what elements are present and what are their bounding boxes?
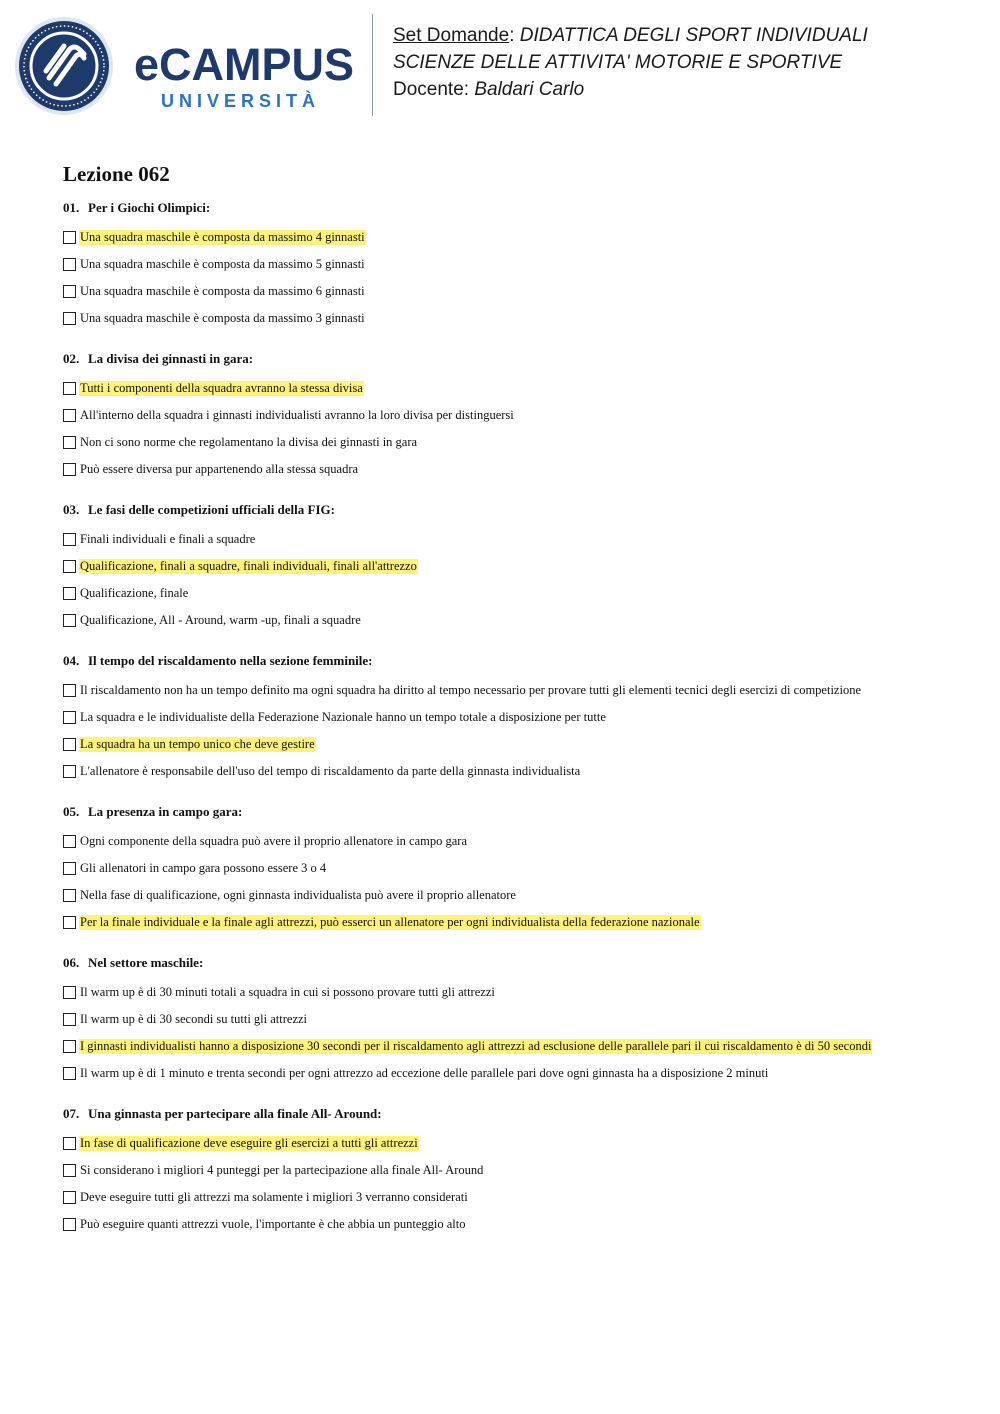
answer-checkbox[interactable]: [63, 436, 76, 449]
answer-checkbox[interactable]: [63, 765, 76, 778]
question-title: [63, 197, 963, 219]
answer-option[interactable]: [63, 224, 963, 251]
answer-checkbox[interactable]: [63, 409, 76, 422]
answer-text: Si considerano i migliori 4 punteggi per la partecipazione alla finale All- Around: [80, 1163, 484, 1177]
answer-text: Una squadra maschile è composta da massimo 6 ginnasti: [80, 284, 365, 298]
lesson-content: [63, 160, 963, 1254]
answer-text-highlighted: Una squadra maschile è composta da massimo 4 ginnasti: [80, 230, 365, 244]
answer-text: Non ci sono norme che regolamentano la divisa dei ginnasti in gara: [80, 435, 418, 449]
question-number: 04.: [63, 653, 80, 668]
answer-checkbox[interactable]: [63, 560, 76, 573]
answer-text-highlighted: Tutti i componenti della squadra avranno la stessa divisa: [80, 381, 363, 395]
answer-option[interactable]: [63, 375, 963, 402]
question-block: [63, 1103, 963, 1238]
answer-option[interactable]: [63, 305, 963, 332]
answer-option[interactable]: [63, 402, 963, 429]
question-block: [63, 348, 963, 483]
answer-option[interactable]: [63, 758, 963, 785]
answer-checkbox[interactable]: [63, 916, 76, 929]
question-number: 01.: [63, 200, 80, 215]
ecampus-emblem-icon: [14, 16, 359, 116]
answer-text-highlighted: Per la finale individuale e la finale agli attrezzi, può esserci un allenatore per ogni individualista della federazione nazionale: [80, 915, 700, 929]
teacher-line: [393, 76, 868, 103]
answer-option[interactable]: [63, 456, 963, 483]
answer-option[interactable]: [63, 607, 963, 634]
answer-checkbox[interactable]: [63, 986, 76, 999]
answer-text-highlighted: I ginnasti individualisti hanno a disposizione 30 secondi per il riscaldamento agli attrezzi ad esclusione delle parallele pari il cui riscaldamento è di 50 secondi: [80, 1039, 872, 1053]
question-block: [63, 650, 963, 785]
question-block: [63, 197, 963, 332]
answer-checkbox[interactable]: [63, 738, 76, 751]
answer-option[interactable]: [63, 828, 963, 855]
answer-option[interactable]: [63, 251, 963, 278]
answer-option[interactable]: [63, 429, 963, 456]
question-title: [63, 650, 963, 672]
question-block: [63, 801, 963, 936]
answer-text-highlighted: Qualificazione, finali a squadre, finali individuali, finali all'attrezzo: [80, 559, 417, 573]
answer-text: Il riscaldamento non ha un tempo definito ma ogni squadra ha diritto al tempo necessario per provare tutti gli elementi tecnici degli esercizi di competizione: [80, 683, 861, 697]
answer-text: Finali individuali e finali a squadre: [80, 532, 256, 546]
question-number: 02.: [63, 351, 80, 366]
set-label: Set Domande: [393, 25, 510, 46]
answer-checkbox[interactable]: [63, 285, 76, 298]
answer-text: L'allenatore è responsabile dell'uso del tempo di riscaldamento da parte della ginnasta individualista: [80, 764, 581, 778]
course-subtitle-line: [393, 49, 868, 76]
answer-option[interactable]: [63, 882, 963, 909]
question-text: Il tempo del riscaldamento nella sezione femminile:: [88, 653, 373, 668]
answer-text: La squadra e le individualiste della Federazione Nazionale hanno un tempo totale a disposizione per tutte: [80, 710, 606, 724]
teacher-name: Baldari Carlo: [474, 79, 585, 100]
answer-option[interactable]: [63, 1211, 963, 1238]
answer-checkbox[interactable]: [63, 614, 76, 627]
question-text: Una ginnasta per partecipare alla finale All- Around:: [88, 1106, 382, 1121]
question-title: [63, 952, 963, 974]
answer-checkbox[interactable]: [63, 1191, 76, 1204]
answer-checkbox[interactable]: [63, 533, 76, 546]
answer-option[interactable]: [63, 278, 963, 305]
answer-checkbox[interactable]: [63, 711, 76, 724]
answer-option[interactable]: [63, 553, 963, 580]
answer-checkbox[interactable]: [63, 1164, 76, 1177]
answer-checkbox[interactable]: [63, 889, 76, 902]
question-number: 07.: [63, 1106, 80, 1121]
answer-text: All'interno della squadra i ginnasti individualisti avranno la loro divisa per distinguersi: [80, 408, 514, 422]
question-block: [63, 952, 963, 1087]
answer-text: Ogni componente della squadra può avere il proprio allenatore in campo gara: [80, 834, 468, 848]
answer-checkbox[interactable]: [63, 382, 76, 395]
lesson-title: Lezione 062: [63, 162, 170, 186]
answer-checkbox[interactable]: [63, 684, 76, 697]
answer-text: Il warm up è di 1 minuto e trenta secondi per ogni attrezzo ad eccezione delle parallele pari dove ogni ginnasta ha a disposizione 2 minuti: [80, 1066, 769, 1080]
answer-text: Deve eseguire tutti gli attrezzi ma solamente i migliori 3 verranno considerati: [80, 1190, 468, 1204]
question-number: 06.: [63, 955, 80, 970]
answer-text: Può eseguire quanti attrezzi vuole, l'importante è che abbia un punteggio alto: [80, 1217, 466, 1231]
question-text: La presenza in campo gara:: [88, 804, 243, 819]
ecampus-logo: [14, 16, 359, 116]
question-title: [63, 801, 963, 823]
question-text: La divisa dei ginnasti in gara:: [88, 351, 254, 366]
question-list: [63, 197, 963, 1238]
answer-option[interactable]: [63, 979, 963, 1006]
logo-text: eCAMPUS: [134, 39, 355, 90]
answer-text: Una squadra maschile è composta da massimo 3 ginnasti: [80, 311, 365, 325]
question-text: Per i Giochi Olimpici:: [88, 200, 211, 215]
answer-checkbox[interactable]: [63, 1137, 76, 1150]
answer-checkbox[interactable]: [63, 1013, 76, 1026]
answer-text: Qualificazione, All - Around, warm -up, finali a squadre: [80, 613, 361, 627]
answer-text: Il warm up è di 30 secondi su tutti gli attrezzi: [80, 1012, 308, 1026]
answer-option[interactable]: [63, 580, 963, 607]
course-title: DIDATTICA DEGLI SPORT INDIVIDUALI: [519, 25, 868, 46]
question-title: [63, 1103, 963, 1125]
answer-option[interactable]: [63, 704, 963, 731]
answer-checkbox[interactable]: [63, 312, 76, 325]
answer-text: Il warm up è di 30 minuti totali a squadra in cui si possono provare tutti gli attrezzi: [80, 985, 495, 999]
answer-option[interactable]: [63, 1033, 963, 1060]
answer-option[interactable]: [63, 909, 963, 936]
answer-text-highlighted: La squadra ha un tempo unico che deve gestire: [80, 737, 315, 751]
answer-option[interactable]: [63, 526, 963, 553]
question-text: Le fasi delle competizioni ufficiali della FIG:: [88, 502, 335, 517]
answer-option[interactable]: [63, 677, 963, 704]
answer-checkbox[interactable]: [63, 463, 76, 476]
logo-subtext: UNIVERSITÀ: [161, 91, 321, 111]
question-title: [63, 499, 963, 521]
answer-option[interactable]: [63, 1130, 963, 1157]
header-info: [393, 22, 868, 103]
answer-option[interactable]: [63, 1157, 963, 1184]
question-title: [63, 348, 963, 370]
answer-checkbox[interactable]: [63, 1040, 76, 1053]
question-number: 05.: [63, 804, 80, 819]
answer-option[interactable]: [63, 855, 963, 882]
teacher-label: Docente:: [393, 79, 470, 100]
answer-checkbox[interactable]: [63, 231, 76, 244]
answer-option[interactable]: [63, 1060, 963, 1087]
answer-option[interactable]: [63, 1184, 963, 1211]
answer-option[interactable]: [63, 1006, 963, 1033]
answer-text: Gli allenatori in campo gara possono essere 3 o 4: [80, 861, 327, 875]
question-number: 03.: [63, 502, 80, 517]
answer-option[interactable]: [63, 731, 963, 758]
answer-text: Qualificazione, finale: [80, 586, 189, 600]
answer-text: Nella fase di qualificazione, ogni ginnasta individualista può avere il proprio allenatore: [80, 888, 516, 902]
header-divider: [372, 14, 373, 116]
answer-checkbox[interactable]: [63, 1218, 76, 1231]
question-block: [63, 499, 963, 634]
answer-text-highlighted: In fase di qualificazione deve eseguire gli esercizi a tutti gli attrezzi: [80, 1136, 418, 1150]
answer-text: Una squadra maschile è composta da massimo 5 ginnasti: [80, 257, 365, 271]
course-subtitle: SCIENZE DELLE ATTIVITA' MOTORIE E SPORTIVE: [393, 52, 843, 73]
answer-text: Può essere diversa pur appartenendo alla stessa squadra: [80, 462, 359, 476]
answer-checkbox[interactable]: [63, 258, 76, 271]
course-line: Set Domande: DIDATTICA DEGLI SPORT INDIVIDUALI: [393, 25, 868, 46]
question-text: Nel settore maschile:: [88, 955, 204, 970]
answer-checkbox[interactable]: [63, 835, 76, 848]
answer-checkbox[interactable]: [63, 587, 76, 600]
answer-checkbox[interactable]: [63, 1067, 76, 1080]
answer-checkbox[interactable]: [63, 862, 76, 875]
